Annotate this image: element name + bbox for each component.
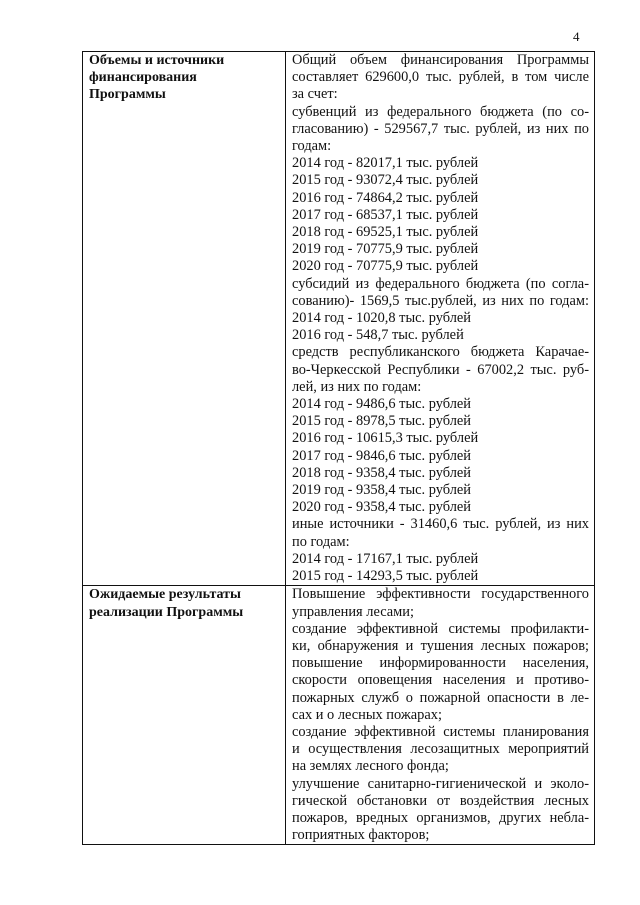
text-line: 2015 год - 8978,5 тыс. рублей bbox=[292, 413, 471, 430]
label-line: Объемы и источники bbox=[89, 53, 225, 68]
text-line: за счет: bbox=[292, 86, 338, 103]
text-line: пожарных служб о пожарной опасности в ле- bbox=[292, 689, 589, 706]
text-line: улучшение санитарно-гигиенической и эколо- bbox=[292, 775, 589, 792]
text-line: 2018 год - 9358,4 тыс. рублей bbox=[292, 464, 471, 481]
text-line: во-Черкесской Республики - 67002,2 тыс. руб- bbox=[292, 361, 589, 378]
text-line: 2017 год - 9846,6 тыс. рублей bbox=[292, 447, 471, 464]
row-value-cell bbox=[286, 586, 595, 845]
text-line: 2016 год - 10615,3 тыс. рублей bbox=[292, 430, 479, 447]
text-line: субвенций из федерального бюджета (по со- bbox=[292, 103, 589, 120]
text-line: средств республиканского бюджета Карачае- bbox=[292, 344, 589, 361]
text-line: ки, обнаружения и тушения лесных пожаров; bbox=[292, 637, 589, 654]
label-line: финансирования bbox=[89, 70, 197, 86]
text-line: 2015 год - 93072,4 тыс. рублей bbox=[292, 172, 479, 189]
label-line: Программы bbox=[89, 87, 166, 103]
text-line: 2017 год - 68537,1 тыс. рублей bbox=[292, 206, 479, 223]
row-label-financing bbox=[89, 52, 279, 104]
table-row-financing bbox=[83, 52, 595, 586]
row-label-cell bbox=[83, 586, 286, 845]
text-line: пожаров, вредных организмов, других небла- bbox=[292, 809, 589, 826]
text-line: лей, из них по годам: bbox=[292, 378, 422, 395]
financing-text bbox=[292, 52, 589, 585]
text-line: создание эффективной системы планирования bbox=[292, 723, 589, 740]
text-line: 2019 год - 70775,9 тыс. рублей bbox=[292, 241, 479, 258]
text-line: по годам: bbox=[292, 533, 350, 550]
table-row-expected-results bbox=[83, 586, 595, 845]
text-line: и осуществления лесозащитных мероприятий bbox=[292, 741, 589, 758]
text-line: 2014 год - 1020,8 тыс. рублей bbox=[292, 310, 471, 327]
text-line: Повышение эффективности государственного bbox=[292, 586, 589, 603]
text-line: 2019 год - 9358,4 тыс. рублей bbox=[292, 482, 471, 499]
text-line: субсидий из федерального бюджета (по согла- bbox=[292, 275, 589, 292]
text-line: гоприятных факторов; bbox=[292, 827, 430, 844]
text-line: сах и о лесных пожарах; bbox=[292, 706, 442, 723]
text-line: составляет 629600,0 тыс. рублей, в том числе bbox=[292, 69, 589, 86]
text-line: повышение информированности населения, bbox=[292, 655, 589, 672]
row-value-cell bbox=[286, 52, 595, 586]
text-line: 2018 год - 69525,1 тыс. рублей bbox=[292, 224, 479, 241]
text-line: гласованию) - 529567,7 тыс. рублей, из них по bbox=[292, 120, 589, 137]
text-line: 2015 год - 14293,5 тыс. рублей bbox=[292, 568, 479, 585]
row-label-expected-results bbox=[89, 586, 279, 620]
text-line: 2016 год - 74864,2 тыс. рублей bbox=[292, 189, 479, 206]
text-line: скорости оповещения населения и противо- bbox=[292, 672, 589, 689]
label-line: реализации Программы bbox=[89, 604, 244, 620]
text-line: Общий объем финансирования Программы bbox=[292, 52, 589, 68]
text-line: 2020 год - 9358,4 тыс. рублей bbox=[292, 499, 471, 516]
text-line: 2014 год - 9486,6 тыс. рублей bbox=[292, 396, 471, 413]
label-line: Ожидаемые результаты bbox=[89, 587, 241, 603]
text-line: 2020 год - 70775,9 тыс. рублей bbox=[292, 258, 479, 275]
expected-results-text bbox=[292, 586, 589, 844]
text-line: на землях лесного фонда; bbox=[292, 758, 449, 775]
text-line: 2016 год - 548,7 тыс. рублей bbox=[292, 327, 464, 344]
text-line: управления лесами; bbox=[292, 603, 414, 620]
text-line: годам: bbox=[292, 138, 332, 155]
row-label-cell bbox=[83, 52, 286, 586]
text-line: иные источники - 31460,6 тыс. рублей, из них bbox=[292, 516, 589, 533]
program-passport-table bbox=[82, 51, 595, 845]
text-line: создание эффективной системы профилакти- bbox=[292, 620, 589, 637]
text-line: 2014 год - 82017,1 тыс. рублей bbox=[292, 155, 479, 172]
page-number: 4 bbox=[573, 29, 580, 44]
text-line: 2014 год - 17167,1 тыс. рублей bbox=[292, 550, 479, 567]
text-line: сованию)- 1569,5 тыс.рублей, из них по годам: bbox=[292, 292, 589, 309]
text-line: гической обстановки от воздействия лесных bbox=[292, 792, 589, 809]
